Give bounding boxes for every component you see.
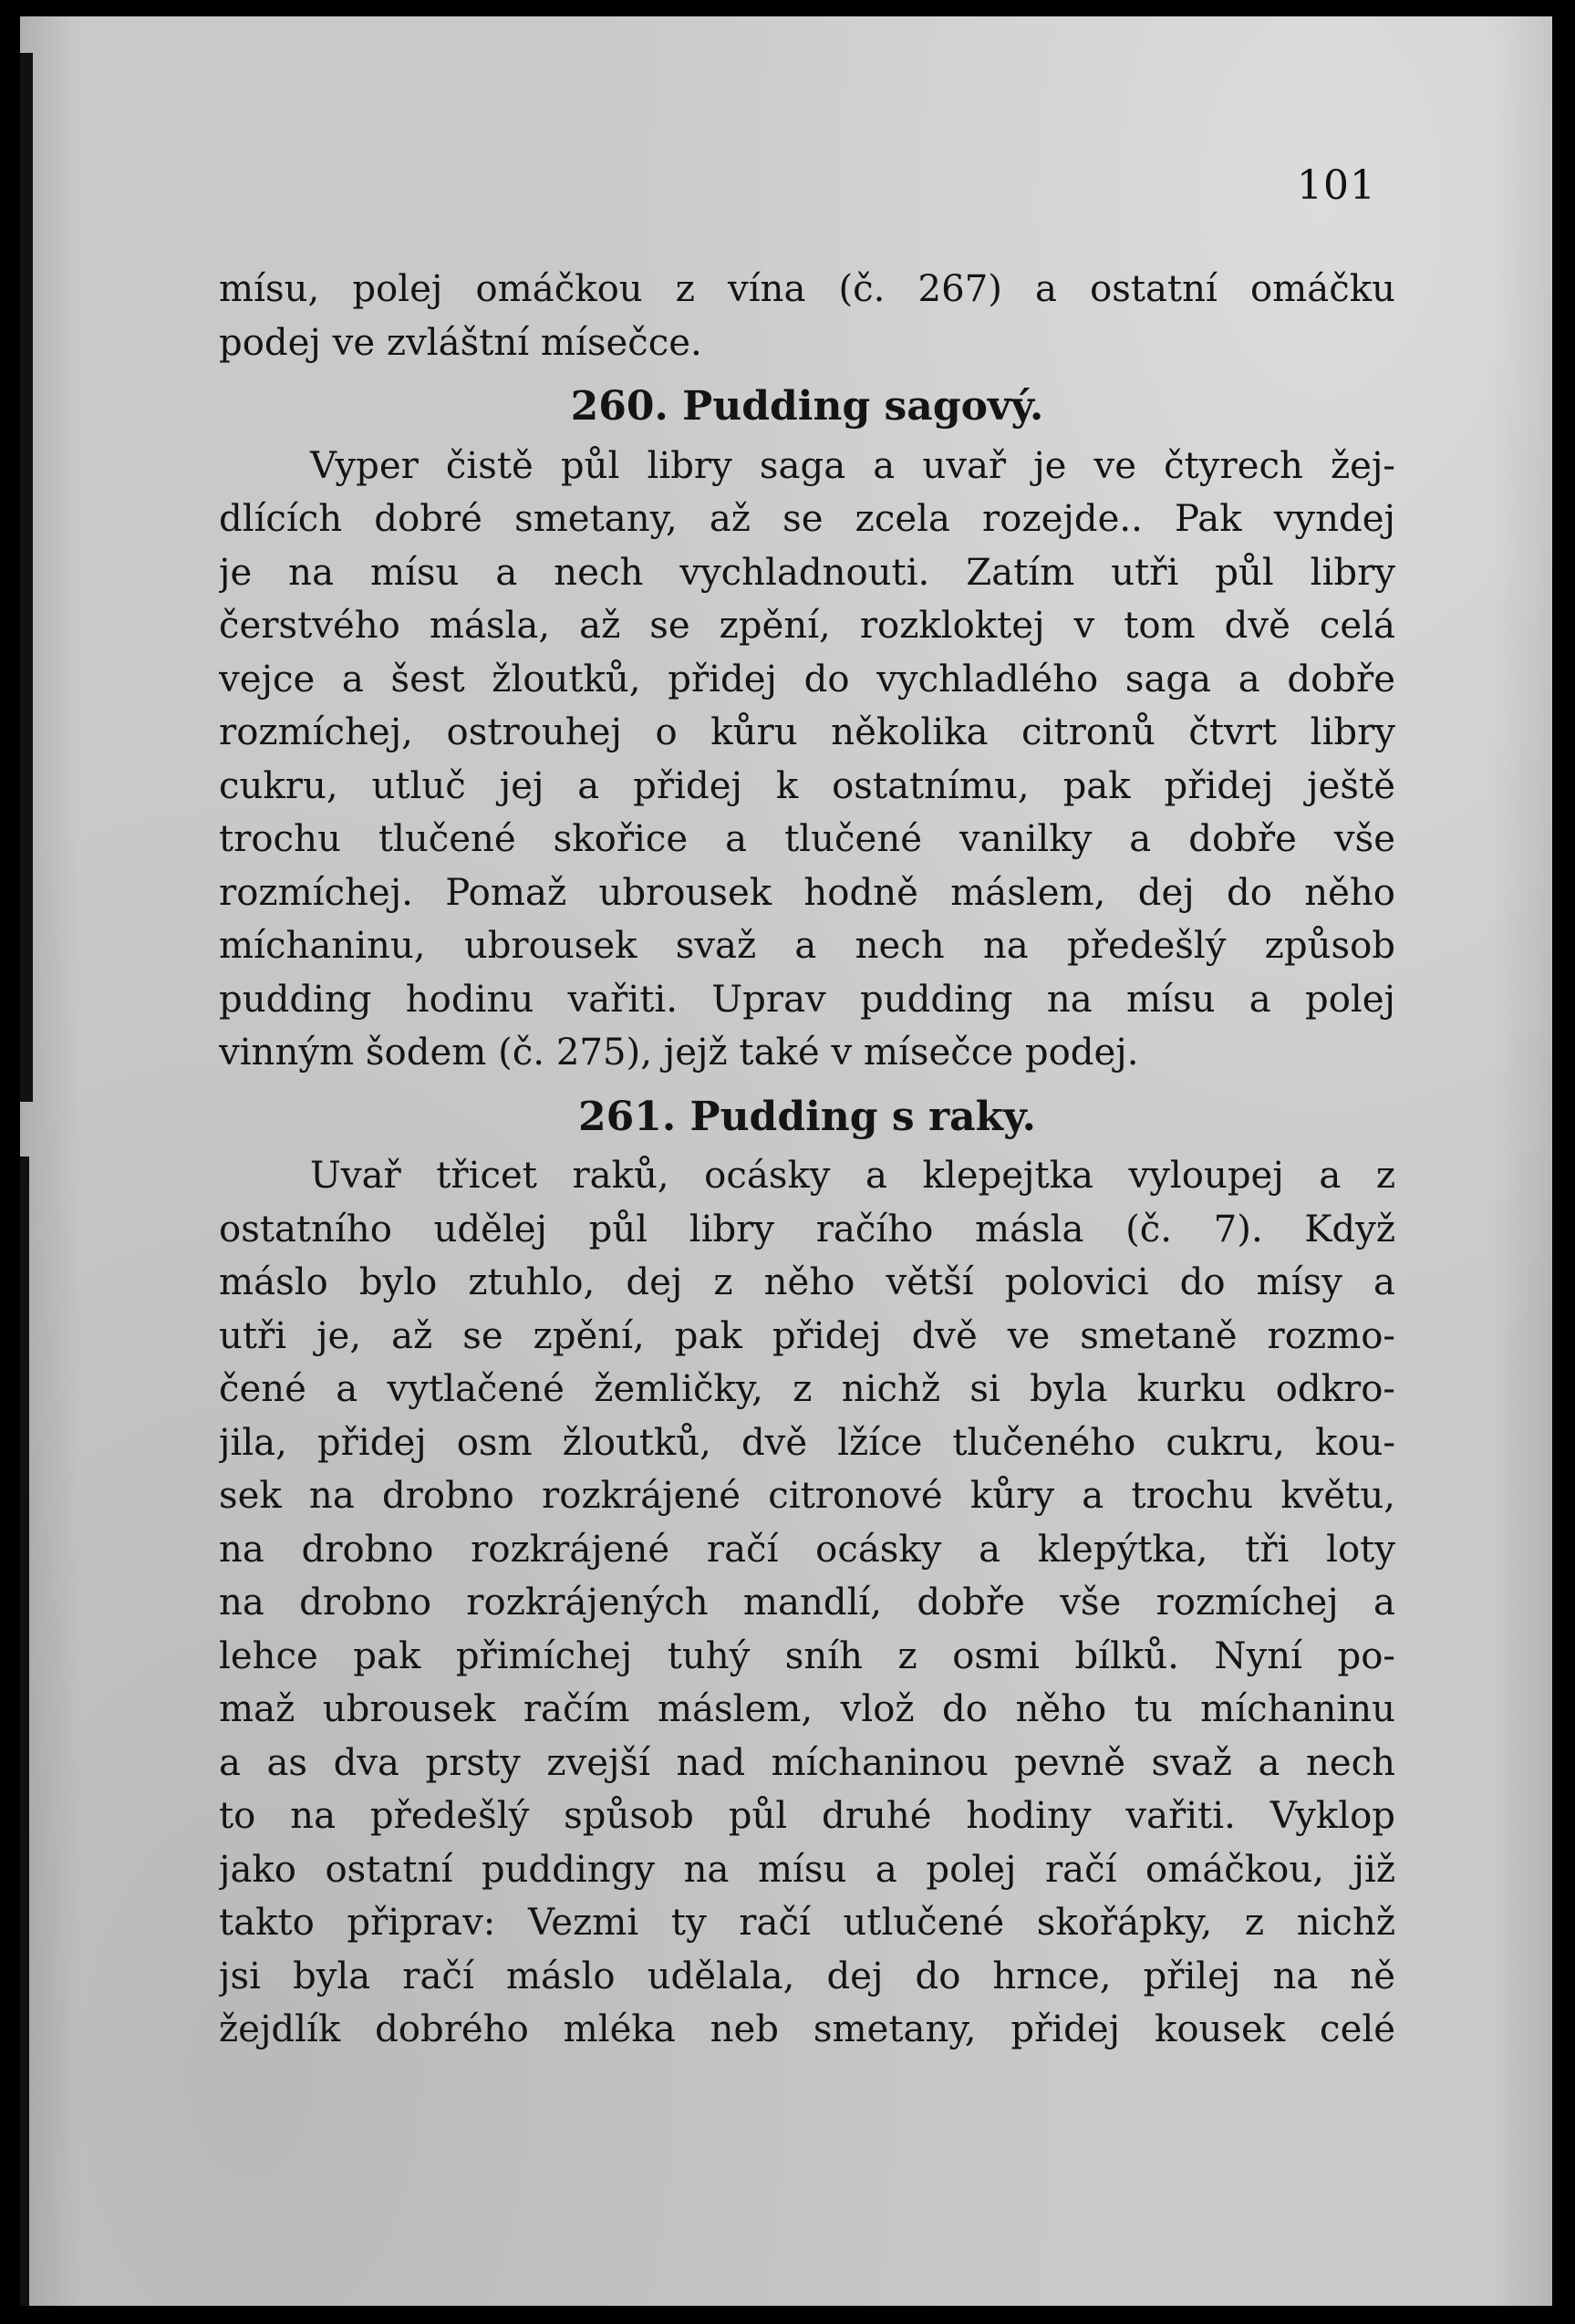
text-line: Vyper čistě půl libry saga a uvař je ve čtyrech žej-: [310, 444, 1395, 487]
text-line: utři je, až se zpění, pak přidej dvě ve smetaně rozmo-: [219, 1314, 1395, 1357]
text-line: sek na drobno rozkrájené citronové kůry a trochu květu,: [219, 1475, 1395, 1517]
text-line: čerstvého másla, až se zpění, rozkloktej v tom dvě celá: [219, 605, 1395, 647]
section-heading-261: 261. Pudding s raky.: [578, 1093, 1036, 1140]
text-line: takto připrav: Vezmi ty račí utlučené skořápky, z nichž: [219, 1902, 1395, 1944]
text-line: vejce a šest žloutků, přidej do vychladlého saga a dobře: [219, 658, 1395, 700]
text-line: čené a vytlačené žemličky, z nichž si byla kurku odkro-: [219, 1368, 1395, 1410]
text-line: jsi byla račí máslo udělala, dej do hrnce, přilej na ně: [219, 1955, 1395, 1997]
text-line: rozmíchej, ostrouhej o kůru několika citronů čtvrt libry: [219, 711, 1395, 753]
text-line: žejdlík dobrého mléka neb smetany, přidej kousek celé: [219, 2008, 1395, 2050]
text-line: míchaninu, ubrousek svaž a nech na předešlý způsob: [219, 925, 1395, 967]
text-line: lehce pak přimíchej tuhý sníh z osmi bílků. Nyní po-: [219, 1634, 1395, 1677]
text-line: trochu tlučené skořice a tlučené vanilky a dobře vše: [219, 818, 1395, 860]
text-line: na drobno rozkrájené račí ocásky a klepýtka, tři loty: [219, 1528, 1395, 1571]
text-line: a as dva prsty zvejší nad míchaninou pevně svaž a nech: [219, 1741, 1395, 1784]
section-heading-260: 260. Pudding sagový.: [570, 383, 1044, 430]
text-line: jila, přidej osm žloutků, dvě lžíce tlučeného cukru, kou-: [219, 1421, 1395, 1464]
text-line: maž ubrousek račím máslem, vlož do něho tu míchaninu: [219, 1688, 1395, 1730]
text-line: to na předešlý spůsob půl druhé hodiny vařiti. Vyklop: [219, 1795, 1395, 1837]
page-body: [219, 263, 1395, 2057]
text-line: jako ostatní puddingy na mísu a polej račí omáčkou, již: [219, 1848, 1395, 1891]
text-line: na drobno rozkrájených mandlí, dobře vše rozmíchej a: [219, 1582, 1395, 1624]
page-number: 101: [1297, 162, 1376, 209]
text-line: vinným šodem (č. 275), jejž také v mísečce podej.: [219, 1032, 1139, 1074]
text-line: dlících dobré smetany, až se zcela rozejde.. Pak vyndej: [219, 498, 1395, 540]
text-line: cukru, utluč jej a přidej k ostatnímu, pak přidej ještě: [219, 764, 1395, 807]
text-line: ostatního udělej půl libry račího másla (č. 7). Když: [219, 1208, 1395, 1250]
text-line: rozmíchej. Pomaž ubrousek hodně máslem, dej do něho: [219, 871, 1395, 914]
text-line: je na mísu a nech vychladnouti. Zatím utři půl libry: [219, 551, 1395, 594]
book-page: [20, 16, 1552, 2306]
binding-shadow-lower: [20, 1157, 29, 2306]
text-line: mísu, polej omáčkou z vína (č. 267) a ostatní omáčku: [219, 268, 1395, 310]
binding-shadow: [20, 53, 33, 1102]
text-line: máslo bylo ztuhlo, dej z něho větší polovici do mísy a: [219, 1261, 1395, 1303]
text-line: podej ve zvláštní mísečce.: [219, 321, 702, 364]
text-line: Uvař třicet raků, ocásky a klepejtka vyloupej a z: [310, 1155, 1395, 1197]
text-line: pudding hodinu vařiti. Uprav pudding na mísu a polej: [219, 978, 1395, 1021]
